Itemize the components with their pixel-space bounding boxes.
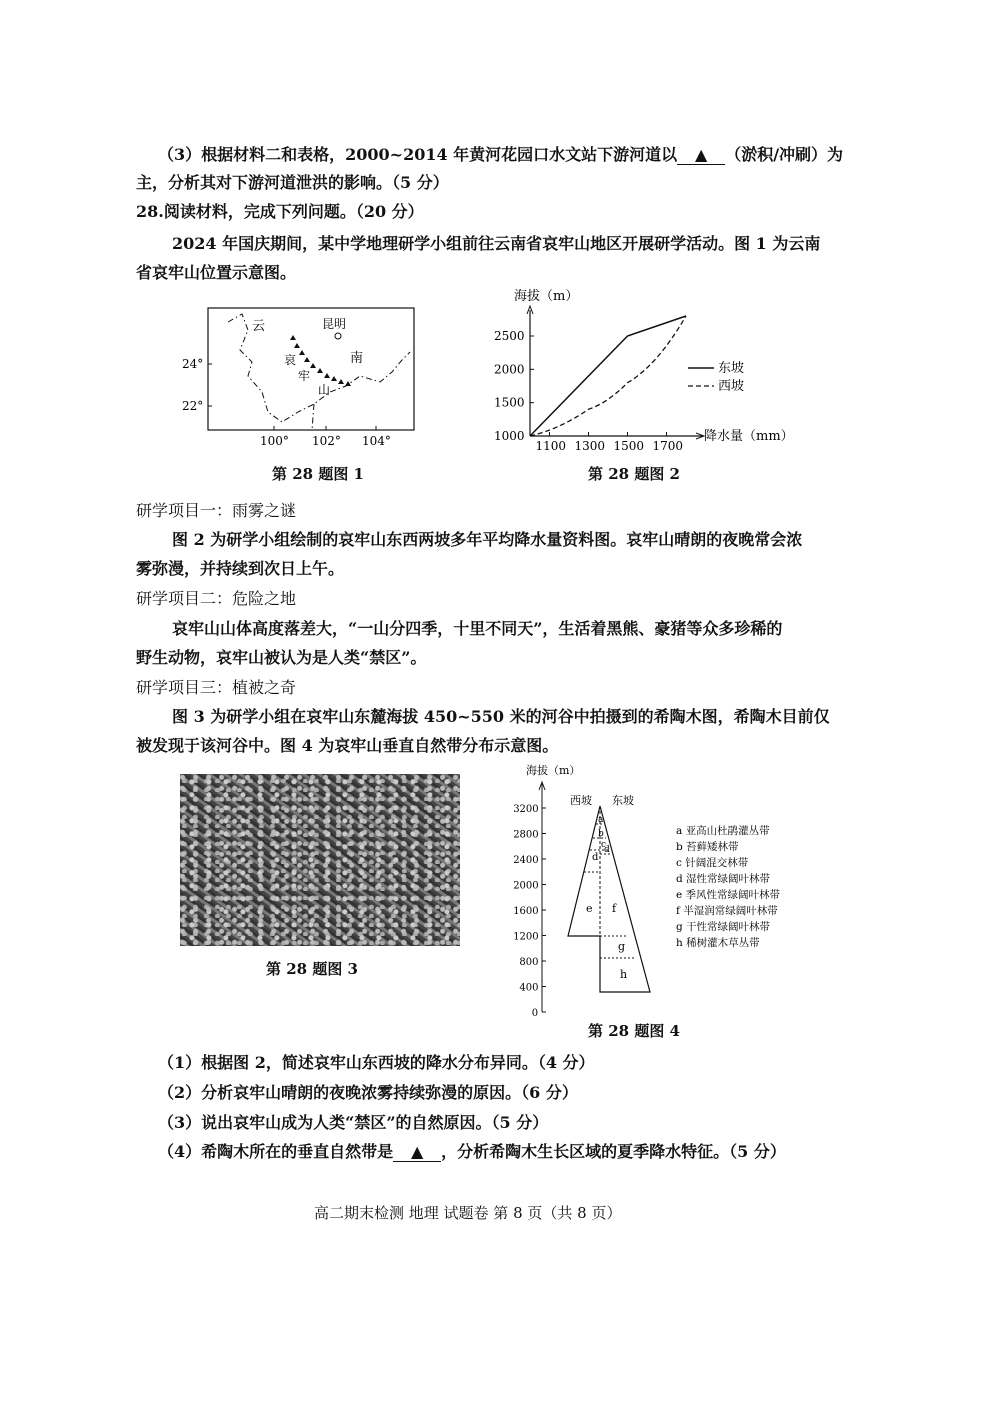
zone-f: f xyxy=(612,902,617,915)
figure-3-photo xyxy=(180,774,460,946)
fig4-legend-h: h 稀树灌木草丛带 xyxy=(676,937,760,949)
fig4-tick-0: 0 xyxy=(531,1008,539,1019)
lon-100: 100° xyxy=(260,434,289,448)
fig4-tick-2800: 2800 xyxy=(513,829,539,841)
legend-west: 西坡 xyxy=(718,379,745,394)
map-label-nan: 南 xyxy=(350,351,364,366)
zone-g: g xyxy=(618,940,626,953)
page-footer: 高二期末检测 地理 试题卷 第 8 页（共 8 页） xyxy=(314,1204,622,1222)
figure-1-map xyxy=(182,300,430,460)
figure-3-caption: 第 28 题图 3 xyxy=(266,960,358,978)
mountain-profile xyxy=(568,806,650,992)
x-tick-1100: 1100 xyxy=(535,439,567,453)
map-label-shan: 山 xyxy=(318,383,331,397)
project-1-title: 研学项目一：雨雾之谜 xyxy=(136,501,297,520)
fig4-legend-f: f 半湿润常绿阔叶林带 xyxy=(676,905,778,917)
y-tick-1000: 1000 xyxy=(494,429,525,443)
map-label-ai: 哀 xyxy=(284,353,297,367)
question-1: （1）根据图 2，简述哀牢山东西坡的降水分布异同。（4 分） xyxy=(158,1053,595,1072)
question-3: （3）说出哀牢山成为人类“禁区”的自然原因。（5 分） xyxy=(158,1113,549,1132)
fig4-legend-b: b 苔藓矮林带 xyxy=(676,841,739,853)
kunming-city-icon xyxy=(335,333,341,339)
fig4-tick-3200: 3200 xyxy=(513,804,539,815)
series-west-slope-line xyxy=(530,316,686,436)
fig4-tick-400: 400 xyxy=(519,982,539,994)
question-4 xyxy=(158,1141,786,1163)
project-3-text-2: 被发现于该河谷中。图 4 为哀牢山垂直自然带分布示意图。 xyxy=(136,736,559,755)
question-4-text-a: （4）希陶木所在的垂直自然带是 xyxy=(158,1142,394,1161)
q28-intro-2: 省哀牢山位置示意图。 xyxy=(136,263,297,282)
y-tick-1500: 1500 xyxy=(494,395,525,410)
fig4-tick-1600: 1600 xyxy=(513,906,539,917)
project-2-text-2: 野生动物，哀牢山被认为是人类“禁区”。 xyxy=(136,648,427,667)
zone-d-west: d xyxy=(592,852,599,863)
x-tick-1300: 1300 xyxy=(574,439,606,453)
fig4-legend-g: g 干性常绿阔叶林带 xyxy=(676,921,771,933)
lat-22: 22° xyxy=(182,399,204,413)
q27-3-text-b: （淤积/冲刷）为 xyxy=(725,145,844,164)
q27-3-text-a: （3）根据材料二和表格，2000~2014 年黄河花园口水文站下游河道以 xyxy=(158,145,678,164)
fig4-legend-e: e 季风性常绿阔叶林带 xyxy=(676,889,781,901)
fig4-legend-d: d 湿性常绿阔叶林带 xyxy=(676,873,771,885)
lon-104: 104° xyxy=(362,434,391,448)
project-1-text-2: 雾弥漫，并持续到次日上午。 xyxy=(136,559,345,578)
fig4-tick-1200: 1200 xyxy=(513,931,539,943)
answer-blank-q4[interactable]: ▲ xyxy=(393,1143,441,1162)
answer-blank[interactable]: ▲ xyxy=(677,146,725,165)
chart-xlabel: 降水量（mm） xyxy=(704,429,794,444)
fig4-legend-a: a 亚高山杜鹃灌丛带 xyxy=(676,825,770,837)
lat-24: 24° xyxy=(182,357,204,371)
question-4-text-b: ，分析希陶木生长区域的夏季降水特征。（5 分） xyxy=(441,1142,786,1161)
fig4-west-label: 西坡 xyxy=(570,794,592,807)
q28-intro-1: 2024 年国庆期间，某中学地理研学小组前往云南省哀牢山地区开展研学活动。图 1 为云南 xyxy=(172,234,821,253)
legend-east: 东坡 xyxy=(718,361,745,376)
lon-102: 102° xyxy=(312,434,341,448)
question-2: （2）分析哀牢山晴朗的夜晚浓雾持续弥漫的原因。（6 分） xyxy=(158,1083,578,1102)
figure-2-chart xyxy=(490,284,810,454)
q28-title: 28.阅读材料，完成下列问题。（20 分） xyxy=(136,202,424,221)
project-3-text-1: 图 3 为研学小组在哀牢山东麓海拔 450~550 米的河谷中拍摄到的希陶木图，希陶木目前仅 xyxy=(172,707,830,726)
zone-a: a xyxy=(598,815,604,825)
chart-ylabel: 海拔（m） xyxy=(514,289,579,304)
project-2-text-1: 哀牢山山体高度落差大，“一山分四季，十里不同天”，生活着黑熊、豪猪等众多珍稀的 xyxy=(172,619,783,638)
figure-4-caption: 第 28 题图 4 xyxy=(588,1022,680,1040)
fig4-tick-2400: 2400 xyxy=(513,855,539,866)
zone-e: e xyxy=(586,902,593,915)
map-label-kunming: 昆明 xyxy=(322,317,347,331)
fig4-tick-800: 800 xyxy=(519,957,539,968)
y-tick-2500: 2500 xyxy=(494,329,525,343)
zone-h: h xyxy=(620,968,628,981)
fig4-tick-2000: 2000 xyxy=(513,880,539,892)
figure-1-caption: 第 28 题图 1 xyxy=(272,465,364,483)
project-3-title: 研学项目三：植被之奇 xyxy=(136,678,297,697)
zone-c: c xyxy=(601,840,607,850)
zone-b: b xyxy=(598,829,604,839)
map-label-yun: 云 xyxy=(252,319,266,334)
figure-2-caption: 第 28 题图 2 xyxy=(588,465,680,483)
fig4-legend-c: c 针阔混交林带 xyxy=(676,857,749,869)
figure-4-diagram xyxy=(500,760,830,1020)
fig4-ylabel: 海拔（m） xyxy=(526,764,581,777)
series-east-slope-line xyxy=(530,316,686,436)
map-label-lao: 牢 xyxy=(298,369,311,383)
project-1-text-1: 图 2 为研学小组绘制的哀牢山东西两坡多年平均降水量资料图。哀牢山晴朗的夜晚常会浓 xyxy=(172,530,803,549)
q27-3-line2: 主，分析其对下游河道泄洪的影响。（5 分） xyxy=(136,173,449,192)
x-tick-1700: 1700 xyxy=(652,439,684,453)
zone-d-east: d xyxy=(604,845,610,855)
q27-3-line1 xyxy=(158,144,843,166)
x-tick-1500: 1500 xyxy=(613,439,645,453)
y-tick-2000: 2000 xyxy=(494,362,525,377)
fig4-east-label: 东坡 xyxy=(612,794,634,807)
project-2-title: 研学项目二：危险之地 xyxy=(136,589,297,608)
